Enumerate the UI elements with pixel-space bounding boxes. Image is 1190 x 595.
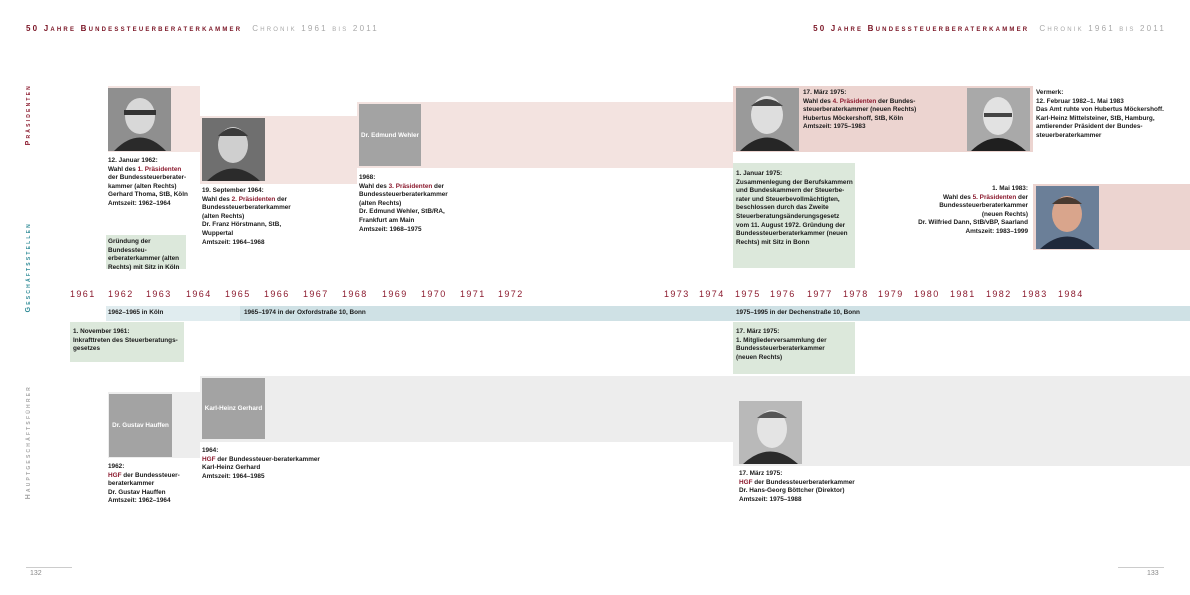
- zus-line2: und Bundeskammern der Steuerbe-: [736, 187, 845, 195]
- ink-line1: Inkrafttreten des Steuerberatungs-: [73, 336, 178, 344]
- h1-line3: beraterkammer: [108, 480, 155, 488]
- note-inkrafttreten: [70, 322, 184, 362]
- zus-line1: Zusammenlegung der Berufskammern: [736, 178, 853, 186]
- ink-line2: gesetzes: [73, 345, 100, 353]
- year-label: 1973: [664, 289, 690, 299]
- h2-line2: der Bundessteuer-beraterkammer: [215, 455, 320, 463]
- vermerk-text: [1036, 89, 1186, 141]
- hgf-1-text: [108, 463, 203, 506]
- p5-name: Dr. Wilfried Dann, StB/vBP, Saarland: [918, 219, 1028, 227]
- note-mitgliederversammlung: [733, 322, 855, 374]
- p4-rank: 4. Präsidenten: [832, 97, 877, 105]
- p2-wahl: Wahl des: [202, 195, 232, 203]
- year-label: 1969: [382, 289, 408, 299]
- p3-der: der: [432, 182, 445, 190]
- year-label: 1972: [498, 289, 524, 299]
- p2-der: der: [275, 195, 288, 203]
- president-1-text: [108, 157, 203, 209]
- p2-name: Dr. Franz Hörstmann, StB,: [202, 221, 282, 229]
- year-label: 1970: [421, 289, 447, 299]
- gruendung-line1: erberaterkammer (alten: [108, 255, 180, 263]
- portrait-label: Dr. Edmund Wehler: [361, 131, 419, 139]
- header-left-title: 50 Jahre Bundessteuerberaterkammer: [26, 24, 243, 33]
- portrait-placeholder-edmund-wehler: [359, 104, 421, 166]
- year-label: 1967: [303, 289, 329, 299]
- p1-line3: der Bundessteuerberater-: [108, 174, 187, 182]
- h3-name: Dr. Hans-Georg Böttcher (Direktor): [739, 487, 845, 495]
- p2-line5: (alten Rechts): [202, 212, 245, 220]
- section-label-praesidenten: Präsidenten: [25, 84, 32, 146]
- p3-name: Dr. Edmund Wehler, StB/RA,: [359, 208, 445, 216]
- p5-date: 1. Mai 1983:: [992, 185, 1028, 192]
- page-number-right: 133: [1147, 570, 1159, 577]
- h1-line2: der Bundessteuer-: [121, 471, 180, 479]
- year-label: 1975: [735, 289, 761, 299]
- p1-name: Gerhard Thoma, StB, Köln: [108, 191, 188, 199]
- h3-line2: der Bundessteuerberaterkammer: [752, 478, 855, 486]
- zus-line8: Rechts) mit Sitz in Bonn: [736, 238, 810, 246]
- portrait-placeholder-gustav-hauffen: [109, 394, 172, 457]
- zus-line4: beschlossen durch das Zweite: [736, 204, 829, 212]
- p3-term: Amtszeit: 1968–1975: [359, 225, 422, 233]
- president-5-text: [880, 185, 1028, 237]
- portrait-wilfried-dann: [1036, 186, 1099, 249]
- header-right-subtitle: Chronik 1961 bis 2011: [1039, 24, 1166, 33]
- gruendung-line0: Gründung der Bundessteu-: [108, 238, 151, 254]
- p1-line4: kammer (alten Rechts): [108, 182, 177, 190]
- p4-name: Hubertus Möckershoff, StB, Köln: [803, 114, 904, 122]
- h3-term: Amtszeit: 1975–1988: [739, 495, 802, 503]
- year-label: 1984: [1058, 289, 1084, 299]
- h3-hgf: HGF: [739, 478, 753, 486]
- p1-rank: 1. Präsidenten: [137, 165, 182, 173]
- p5-rank: 5. Präsidenten: [972, 193, 1017, 201]
- h2-name: Karl-Heinz Gerhard: [202, 464, 261, 472]
- office-3: 1975–1995 in der Dechenstraße 10, Bonn: [736, 309, 860, 316]
- zus-line5: Steuerberatungsänderungsgesetz: [736, 212, 840, 220]
- year-label: 1971: [460, 289, 486, 299]
- p2-line4: Bundessteuerberaterkammer: [202, 204, 291, 212]
- year-label: 1980: [914, 289, 940, 299]
- p2-city: Wuppertal: [202, 229, 234, 237]
- portrait-gerhard-thoma: [108, 88, 171, 151]
- zus-line0: 1. Januar 1975:: [736, 170, 783, 177]
- year-label: 1976: [770, 289, 796, 299]
- h1-name: Dr. Gustav Hauffen: [108, 488, 166, 496]
- h2-date: 1964:: [202, 447, 219, 454]
- zus-line3: rater und Steuerbevollmächtigten,: [736, 195, 840, 203]
- vermerk-title: Vermerk:: [1036, 89, 1064, 96]
- header-left-subtitle: Chronik 1961 bis 2011: [252, 24, 379, 33]
- ink-line0: 1. November 1961:: [73, 328, 130, 335]
- h1-date: 1962:: [108, 463, 125, 470]
- footer-rule-left: [26, 567, 72, 568]
- p1-term: Amtszeit: 1962–1964: [108, 199, 171, 207]
- p5-der: der: [1016, 193, 1028, 201]
- portrait-hubertus-moeckershoff: [736, 88, 799, 151]
- year-label: 1961: [70, 289, 96, 299]
- year-label: 1962: [108, 289, 134, 299]
- year-label: 1963: [146, 289, 172, 299]
- p4-wahl: Wahl des: [803, 97, 833, 105]
- portrait-label: Karl-Heinz Gerhard: [204, 405, 263, 412]
- year-label: 1982: [986, 289, 1012, 299]
- p3-date: 1968:: [359, 174, 376, 181]
- portrait-karl-heinz-mittelsteiner: [967, 88, 1030, 151]
- vermerk-line2: Das Amt ruhte von Hubertus Möckershoff.: [1036, 106, 1164, 114]
- year-label: 1974: [699, 289, 725, 299]
- section-label-geschaeftsstellen: Geschäftsstellen: [25, 222, 32, 313]
- portrait-hans-georg-boettcher: [739, 401, 802, 464]
- year-label: 1979: [878, 289, 904, 299]
- p4-line4: steuerberaterkammer (neuen Rechts): [803, 106, 917, 114]
- mv-line1: 1. Mitgliederversammlung der: [736, 336, 827, 344]
- year-label: 1966: [264, 289, 290, 299]
- portrait-label: Dr. Gustav Hauffen: [112, 422, 169, 429]
- p4-der: der Bundes-: [876, 97, 916, 105]
- note-gruendung: [106, 235, 186, 269]
- p3-line5: (alten Rechts): [359, 199, 402, 207]
- p3-city: Frankfurt am Main: [359, 216, 415, 224]
- header-right-title: 50 Jahre Bundessteuerberaterkammer: [813, 24, 1030, 33]
- p5-line4: Bundessteuerberaterkammer: [939, 202, 1028, 210]
- h2-term: Amtszeit: 1964–1985: [202, 472, 265, 480]
- president-3-text: [359, 174, 469, 234]
- footer-rule-right: [1118, 567, 1164, 568]
- vermerk-line5: steuerberaterkammer: [1036, 131, 1102, 139]
- year-label: 1968: [342, 289, 368, 299]
- header-left: [26, 24, 379, 33]
- section-label-hauptgeschaeftsfuehrer: Hauptgeschäftsführer: [25, 385, 32, 500]
- gruendung-line2: Rechts) mit Sitz in Köln: [108, 263, 180, 271]
- header-right: [813, 24, 1166, 33]
- zus-line7: Bundessteuerberaterkammer (neuen: [736, 230, 848, 238]
- hgf-3-text: [739, 470, 889, 504]
- year-label: 1978: [843, 289, 869, 299]
- p3-wahl: Wahl des: [359, 182, 389, 190]
- page-number-left: 132: [30, 570, 42, 577]
- year-label: 1983: [1022, 289, 1048, 299]
- vermerk-dates: 12. Februar 1982–1. Mai 1983: [1036, 97, 1124, 105]
- portrait-placeholder-karl-heinz-gerhard: [202, 378, 265, 439]
- year-label: 1981: [950, 289, 976, 299]
- p4-date: 17. März 1975:: [803, 89, 847, 96]
- p2-rank: 2. Präsidenten: [231, 195, 276, 203]
- p3-line4: Bundessteuerberaterkammer: [359, 191, 448, 199]
- note-zusammenlegung: [733, 163, 855, 268]
- president-2-text: [202, 187, 312, 247]
- p3-rank: 3. Präsidenten: [388, 182, 433, 190]
- p1-date: 12. Januar 1962:: [108, 157, 158, 164]
- mv-line3: (neuen Rechts): [736, 353, 783, 361]
- year-label: 1964: [186, 289, 212, 299]
- p2-term: Amtszeit: 1964–1968: [202, 238, 265, 246]
- year-label: 1965: [225, 289, 251, 299]
- p2-date: 19. September 1964:: [202, 187, 264, 194]
- p5-term: Amtszeit: 1983–1999: [965, 227, 1028, 235]
- vermerk-line4: amtierender Präsident der Bundes-: [1036, 123, 1143, 131]
- president-4-text: [803, 89, 938, 132]
- hgf-2-text: [202, 447, 352, 481]
- h2-hgf: HGF: [202, 455, 216, 463]
- p5-wahl: Wahl des: [942, 193, 973, 201]
- portrait-franz-hoerstmann: [202, 118, 265, 181]
- office-2: 1965–1974 in der Oxfordstraße 10, Bonn: [244, 309, 366, 316]
- p1-wahl: Wahl des: [108, 165, 138, 173]
- office-1: 1962–1965 in Köln: [108, 309, 164, 316]
- p4-term: Amtszeit: 1975–1983: [803, 123, 866, 131]
- h1-hgf: HGF: [108, 471, 122, 479]
- zus-line6: vom 11. August 1972. Gründung der: [736, 221, 846, 229]
- vermerk-line3: Karl-Heinz Mittelsteiner, StB, Hamburg,: [1036, 114, 1155, 122]
- p5-line5: (neuen Rechts): [981, 210, 1028, 218]
- mv-line2: Bundessteuerberaterkammer: [736, 345, 825, 353]
- year-label: 1977: [807, 289, 833, 299]
- mv-line0: 17. März 1975:: [736, 328, 780, 335]
- h1-term: Amtszeit: 1962–1964: [108, 497, 171, 505]
- h3-date: 17. März 1975:: [739, 470, 783, 477]
